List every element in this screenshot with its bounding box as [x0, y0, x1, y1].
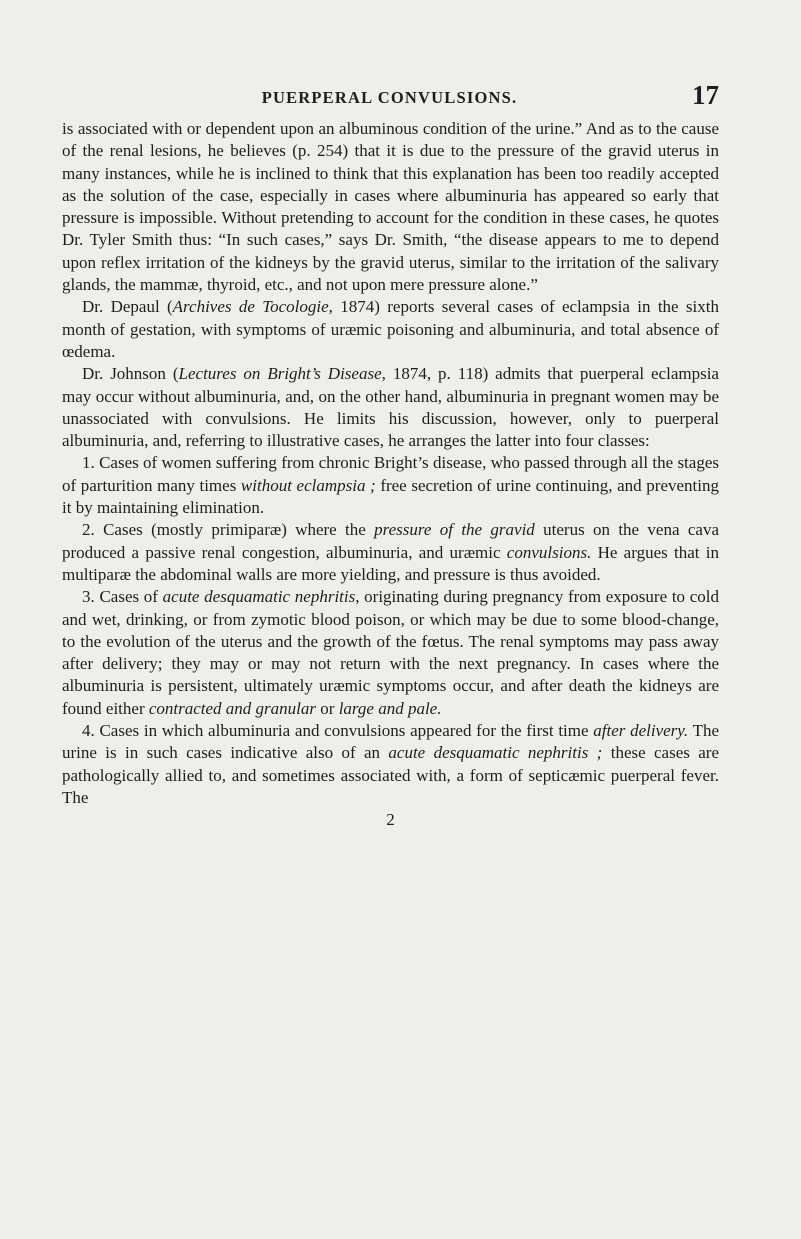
paragraph	[62, 363, 719, 452]
page-header	[60, 80, 719, 118]
body-text	[62, 118, 719, 809]
paragraph	[62, 296, 719, 363]
text-run: , originating during pregnancy from exposure to cold and wet, drinking, or from zymotic blood poison, or which may be due to some blood-change, to the evolution of the uterus and the growth of the fœtus. The renal symptoms may pass away after delivery; they may or may not return with the next pregnancy. In cases where the albuminuria is persistent, ultimately uræmic symptoms occur, and after death the kidneys are found either	[62, 587, 720, 718]
text-run: 3. Cases of	[82, 587, 163, 607]
text-run: He argues that in multiparæ the abdominal walls are more yielding, and pressure is thus avoided.	[62, 542, 719, 584]
text-run: or	[316, 698, 339, 718]
italic-text: convulsions.	[506, 542, 592, 562]
italic-text: pressure of the gravid	[374, 520, 535, 540]
italic-text: acute desquamatic nephritis	[162, 587, 356, 607]
paragraph	[62, 720, 719, 809]
paragraph	[62, 519, 719, 586]
text-run: , 1874, p. 118) admits that puerperal eclampsia may occur without albuminuria, and, on the other hand, albuminuria in pregnant women may be unassociated with convulsions. He limits his discussion, however, only to puerperal albuminuria, and, referring to illustrative cases, he arranges the latter into four classes:	[62, 364, 719, 451]
text-run: is associated with or dependent upon an albuminous condition of the urine.” And as to the cause of the renal lesions, he believes (p. 254) that it is due to the pressure of the gravid uterus in many instances, while he is inclined to think that this explanation has been too readily accepted as the solution of the case, especially in cases where albuminuria has appeared so early that pressure is impossible. Without pretending to account for the condition in these cases, he quotes Dr. Tyler Smith thus: “In such cases,” says Dr. Smith, “the disease appears to me to depend upon reflex irritation of the kidneys by the gravid uterus, similar to the irritation of the salivary glands, the mammæ, thyroid, etc., and not upon mere pressure alone.”	[62, 119, 719, 295]
italic-text: after delivery.	[593, 721, 689, 741]
signature-mark: 2	[386, 810, 395, 830]
text-run: The urine is in such cases indicative also of an	[62, 721, 719, 763]
italic-text: contracted and granular	[148, 698, 317, 718]
italic-text: Archives de Tocologie	[172, 297, 329, 317]
text-run: Dr. Johnson (	[82, 364, 179, 384]
paragraph	[62, 586, 719, 720]
text-run: uterus on the vena cava produced a passive renal congestion, albuminuria, and uræmic	[62, 520, 719, 562]
text-run: 2. Cases (mostly primiparæ) where the	[82, 520, 375, 540]
text-run: 1. Cases of women suffering from chronic Bright’s disease, who passed through all the stages of parturition many times	[62, 453, 719, 495]
italic-text: large and pale.	[338, 698, 442, 718]
text-run: Dr. Depaul (	[82, 297, 173, 317]
running-title: PUERPERAL CONVULSIONS.	[261, 88, 518, 107]
paragraph	[62, 452, 719, 519]
text-run: , 1874) reports several cases of eclampsia in the sixth month of gestation, with symptoms of uræmic poisoning and albuminuria, and total absence of œdema.	[62, 297, 719, 361]
italic-text: Lectures on Bright’s Disease	[178, 364, 382, 384]
italic-text: without eclampsia ;	[240, 475, 376, 495]
paragraph	[62, 118, 719, 296]
text-run: these cases are pathologically allied to, and sometimes associated with, a form of septicæmic puerperal fever. The	[62, 743, 719, 807]
italic-text: acute desquamatic nephritis ;	[388, 743, 603, 763]
page-number: 17	[692, 80, 719, 110]
text-run: free secretion of urine continuing, and preventing it by maintaining elimination.	[62, 475, 719, 518]
text-run: 4. Cases in which albuminuria and convulsions appeared for the first time	[82, 721, 594, 741]
